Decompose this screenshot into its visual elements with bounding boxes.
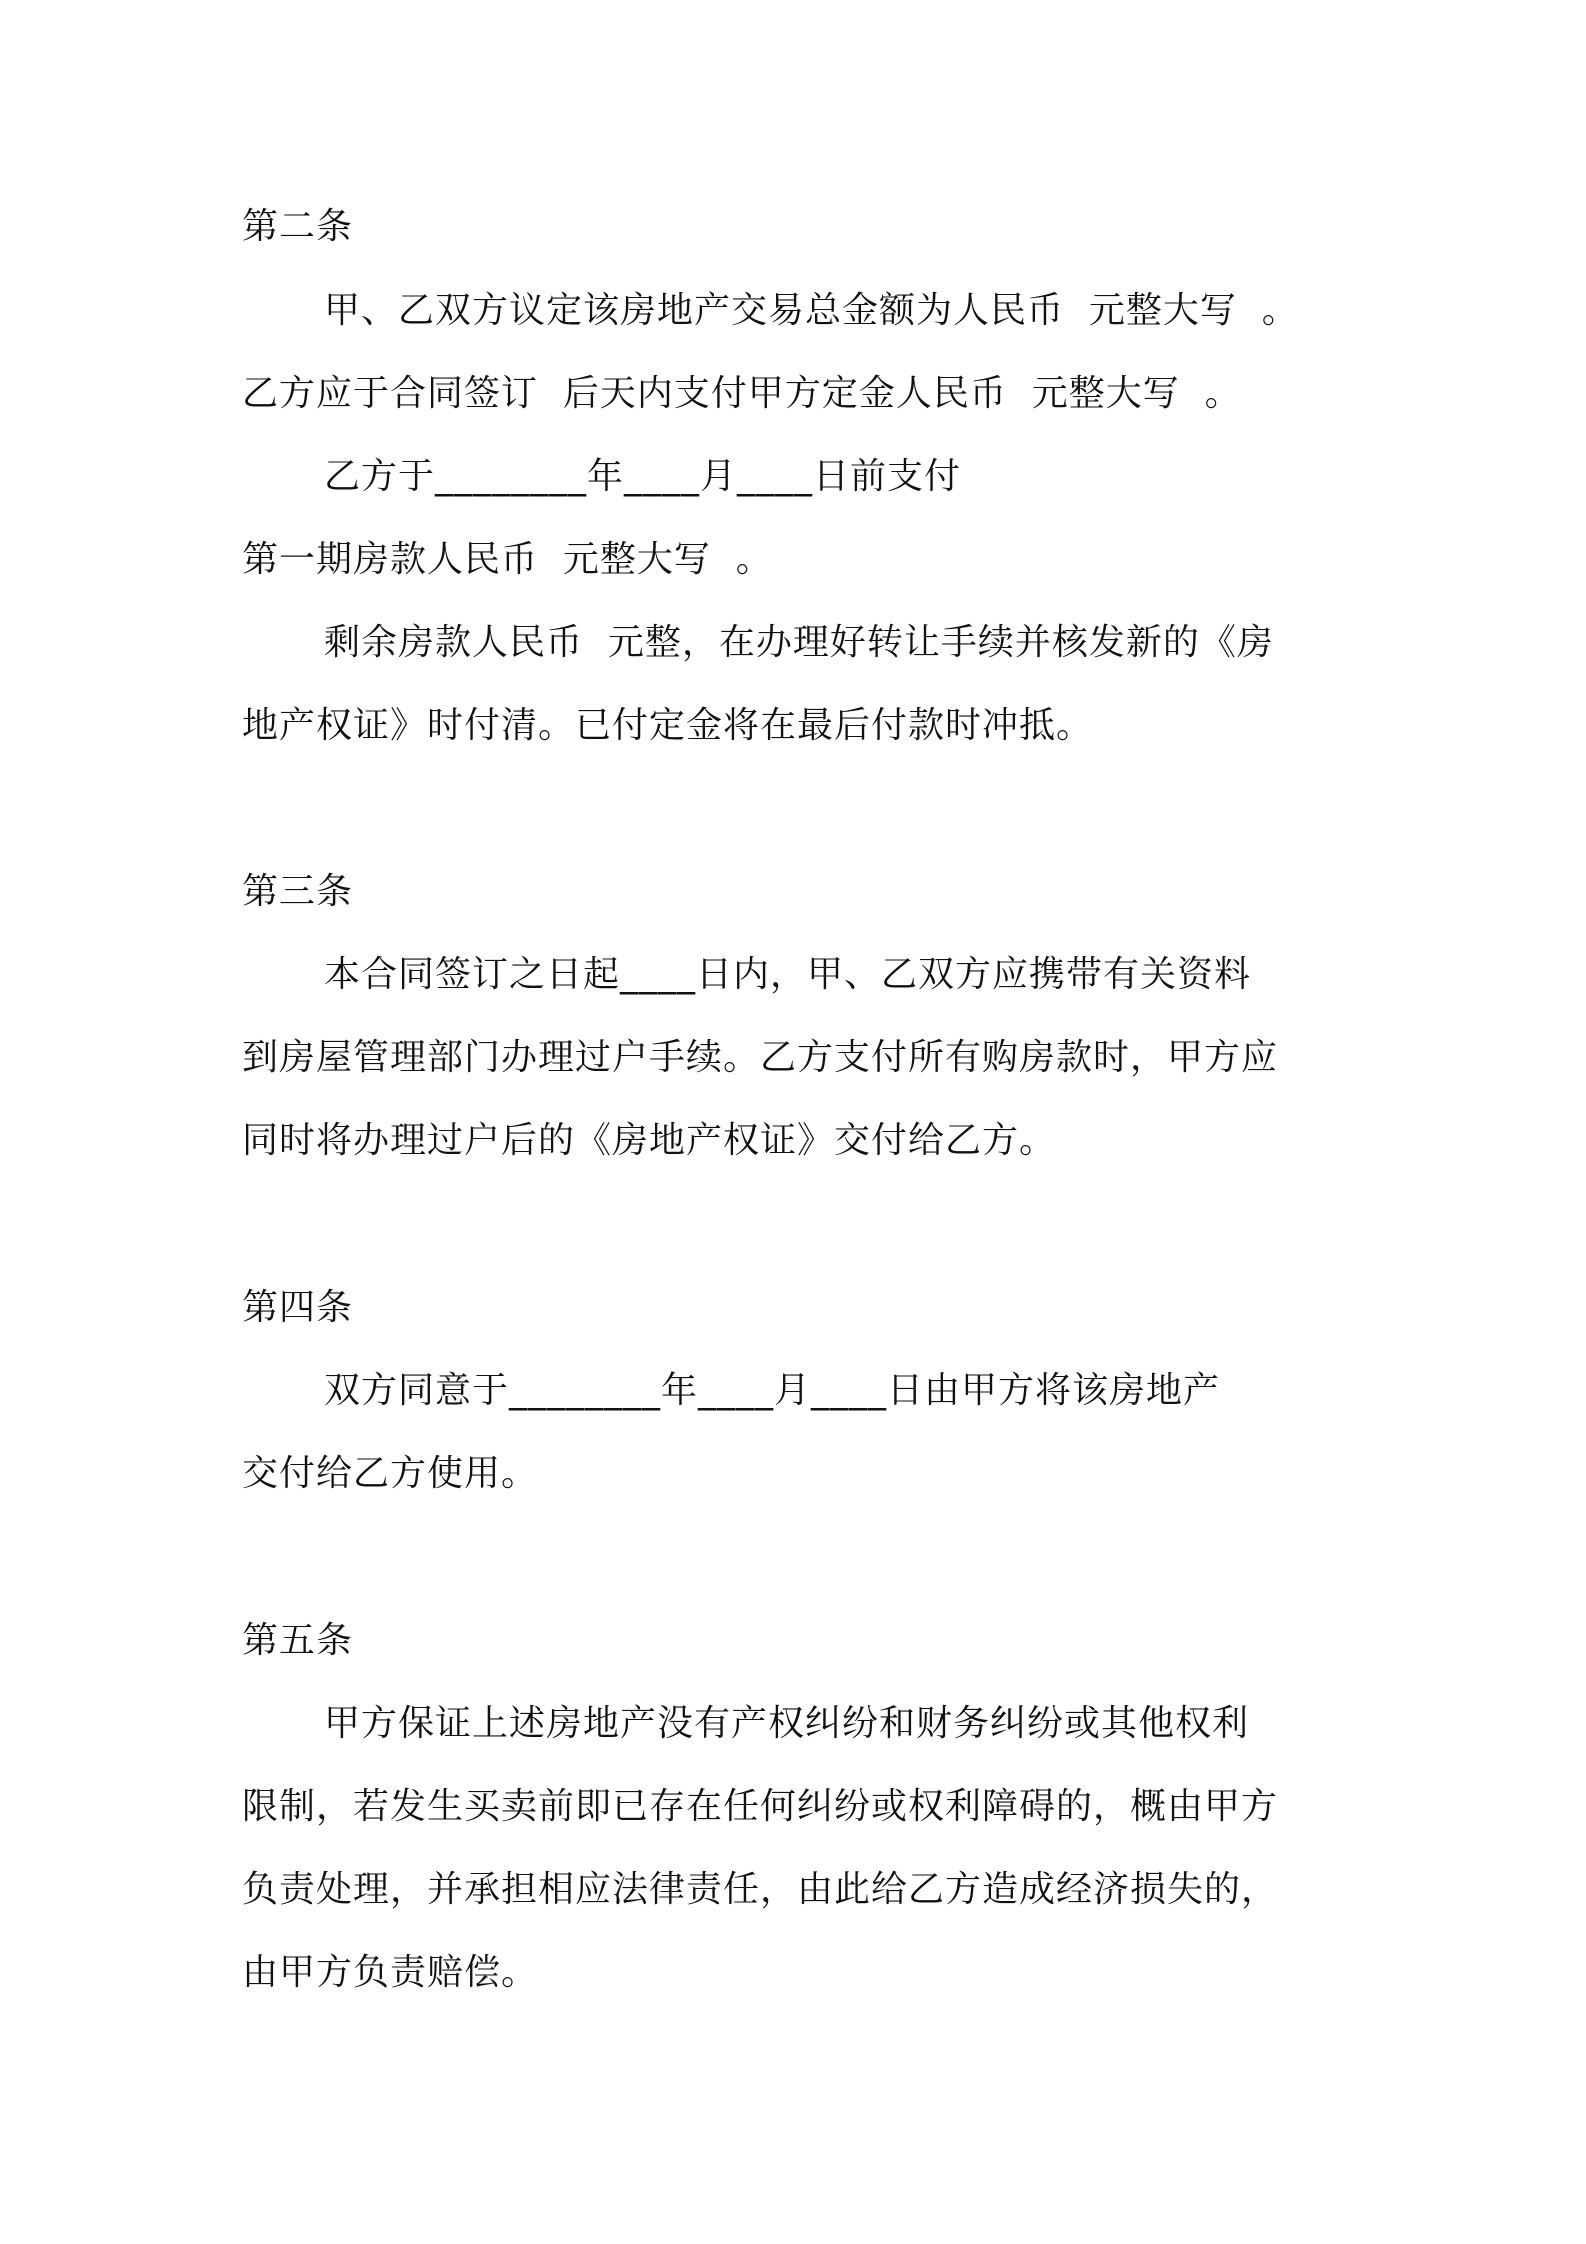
paragraph-line: 双方同意于________年____月____日由甲方将该房地产	[324, 1370, 1221, 1411]
paragraph-line: 本合同签订之日起____日内，甲、乙双方应携带有关资料	[324, 954, 1252, 995]
paragraph-line: 甲、乙双方议定该房地产交易总金额为人民币 元整大写 。	[324, 290, 1299, 331]
paragraph-line: 负责处理，并承担相应法律责任，由此给乙方造成经济损失的，	[242, 1869, 1279, 1910]
paragraph-line: 地产权证》时付清。已付定金将在最后付款时冲抵。	[242, 705, 1094, 746]
paragraph-line: 剩余房款人民币 元整，在办理好转让手续并核发新的《房	[324, 622, 1274, 663]
paragraph-line: 第一期房款人民币 元整大写 。	[242, 539, 773, 580]
paragraph-line: 乙方应于合同签订 后天内支付甲方定金人民币 元整大写 。	[242, 373, 1242, 414]
paragraph-line: 乙方于________年____月____日前支付	[324, 456, 962, 497]
paragraph-line: 到房屋管理部门办理过户手续。乙方支付所有购房款时，甲方应	[242, 1037, 1279, 1078]
paragraph-line: 甲方保证上述房地产没有产权纠纷和财务纠纷或其他权利	[324, 1703, 1250, 1744]
section-heading: 第三条	[242, 871, 354, 912]
section-heading: 第二条	[242, 206, 354, 247]
paragraph-line: 限制，若发生买卖前即已存在任何纠纷或权利障碍的，概由甲方	[242, 1786, 1279, 1827]
paragraph-line: 同时将办理过户后的《房地产权证》交付给乙方。	[242, 1120, 1057, 1161]
paragraph-line: 由甲方负责赔偿。	[242, 1952, 539, 1993]
section-heading: 第四条	[242, 1287, 354, 1328]
section-heading: 第五条	[242, 1620, 354, 1661]
paragraph-line: 交付给乙方使用。	[242, 1453, 539, 1494]
